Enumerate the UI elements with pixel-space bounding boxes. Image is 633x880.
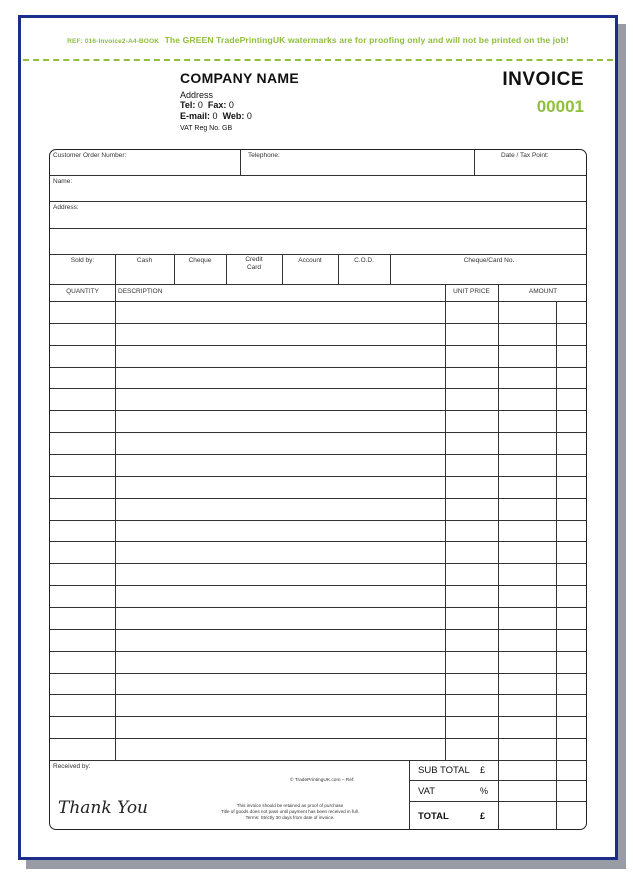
table-row	[50, 432, 586, 433]
table-row	[50, 673, 586, 674]
table-row	[50, 323, 586, 324]
address-label: Address:	[53, 204, 79, 211]
cheque-card-no-label: Cheque/Card No.	[463, 257, 515, 264]
amount-header: AMOUNT	[528, 288, 558, 295]
perforation-line	[23, 59, 613, 61]
date-label: Date / Tax Point:	[501, 152, 549, 159]
invoice-form	[49, 149, 587, 830]
subtotal-label: SUB TOTAL	[418, 765, 470, 776]
vat-reg: VAT Reg No. GB	[180, 125, 233, 133]
sold-by-label: Sold by:	[70, 257, 95, 264]
thank-you-signoff: Thank You	[58, 798, 149, 818]
invoice-title: INVOICE	[502, 69, 584, 90]
telephone-label: Telephone:	[248, 152, 280, 159]
table-row	[50, 585, 586, 586]
table-row	[50, 410, 586, 411]
table-row	[50, 607, 586, 608]
received-by-label: Received by:	[53, 763, 91, 770]
company-email-web: E-mail: 0 Web: 0	[180, 110, 252, 121]
cod-label: C.O.D.	[354, 257, 374, 264]
table-row	[50, 367, 586, 368]
table-row	[50, 716, 586, 717]
cheque-label: Cheque	[188, 257, 212, 264]
quantity-header: QUANTITY	[66, 288, 99, 295]
table-row	[50, 629, 586, 630]
total-label: TOTAL	[418, 811, 449, 822]
company-tel-fax: Tel: 0 Fax: 0	[180, 100, 234, 111]
terms-text: This invoice should be retained as proof of purchase Title of goods does not pass until payment has been received in full. Terms: Strictly 30 days from date of invoice.	[221, 803, 359, 820]
ref-code: REF: 016-Invoice2-A4-BOOK	[67, 38, 160, 45]
company-address: Address	[180, 90, 214, 101]
table-row	[50, 651, 586, 652]
table-row	[50, 476, 586, 477]
vat-label: VAT	[418, 786, 436, 797]
table-row	[50, 694, 586, 695]
name-label: Name:	[53, 178, 73, 185]
account-label: Account	[298, 257, 322, 264]
company-name: COMPANY NAME	[180, 70, 299, 86]
invoice-number: 00001	[536, 97, 584, 116]
copyright-text: © TradePrintingUK.com – Ref:	[290, 778, 355, 783]
watermark-notice	[21, 35, 615, 45]
subtotal-currency: £	[480, 765, 486, 775]
cash-label: Cash	[136, 257, 153, 264]
table-row	[50, 541, 586, 542]
company-block	[180, 70, 299, 133]
table-row	[50, 388, 586, 389]
unit-price-header: UNIT PRICE	[453, 288, 490, 295]
table-row	[50, 738, 586, 739]
invoice-page	[18, 15, 618, 860]
table-row	[50, 454, 586, 455]
table-row	[50, 498, 586, 499]
table-row	[50, 345, 586, 346]
table-row	[50, 520, 586, 521]
description-header: DESCRIPTION	[118, 288, 163, 295]
table-row	[50, 563, 586, 564]
credit-card-label: Credit Card	[245, 256, 263, 271]
total-currency: £	[480, 811, 486, 821]
watermark-text: The GREEN TradePrintingUK watermarks are for proofing only and will not be printed on the job!	[164, 35, 569, 45]
vat-percent: %	[480, 786, 489, 796]
customer-order-label: Customer Order Number:	[53, 152, 127, 159]
